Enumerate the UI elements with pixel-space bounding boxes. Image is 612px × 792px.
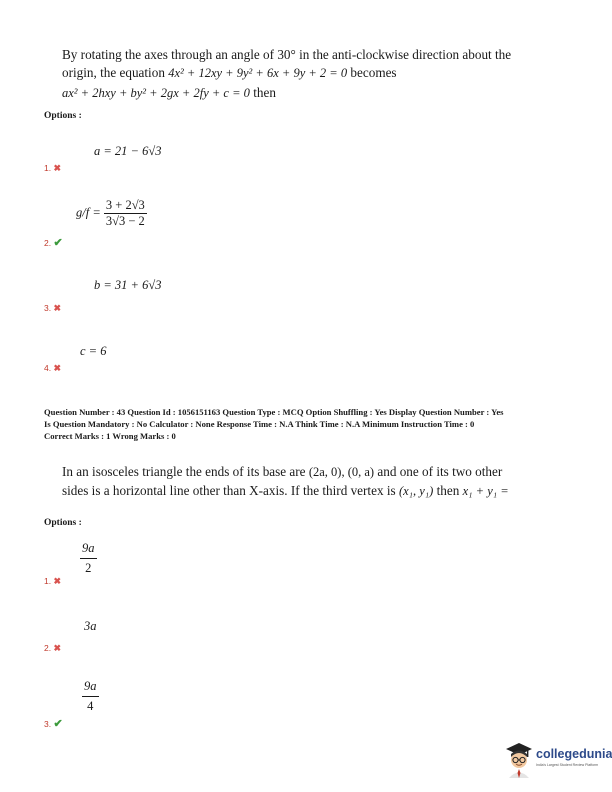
question-43-text-line-2 bbox=[62, 484, 509, 498]
question-42-option-1-text: a = 21 − 6√3 bbox=[94, 144, 162, 158]
fraction-numerator: 9a bbox=[80, 542, 97, 559]
question-42-option-3[interactable] bbox=[44, 303, 61, 314]
question-43-option-2[interactable] bbox=[44, 643, 61, 654]
fraction-denominator: 2 bbox=[85, 561, 92, 576]
wrong-mark-icon: ✖ bbox=[53, 363, 62, 373]
question-43-line-2-mid: then bbox=[436, 483, 460, 498]
option-2-lhs: g/f = bbox=[76, 205, 101, 220]
wrong-mark-icon: ✖ bbox=[53, 163, 62, 173]
question-42-line-2-prefix: origin, the equation bbox=[62, 65, 165, 80]
question-42-line-3-suffix: then bbox=[253, 85, 276, 100]
question-43-option-3-text bbox=[82, 680, 99, 713]
question-43-option-1-text bbox=[80, 542, 97, 575]
fraction-denominator: 3√3 − 2 bbox=[105, 214, 145, 229]
mascot-icon bbox=[502, 740, 536, 780]
question-42-text-line-3 bbox=[62, 86, 276, 100]
question-42-option-3-text: b = 31 + 6√3 bbox=[94, 278, 162, 292]
correct-check-icon: ✔ bbox=[53, 718, 63, 730]
question-43-text-line-1 bbox=[62, 465, 502, 479]
metadata-line-2: Is Question Mandatory : No Calculator : None Response Time : N.A Think Time : N.A Minimum Instruction Time : 0 bbox=[44, 419, 475, 429]
brand-name: collegedunia bbox=[536, 747, 612, 761]
question-42-option-1[interactable] bbox=[44, 163, 61, 174]
question-42-option-4-text: c = 6 bbox=[80, 344, 107, 358]
option-number: 1. bbox=[44, 576, 52, 586]
question-42-line-2-suffix: becomes bbox=[350, 65, 397, 80]
option-number: 1. bbox=[44, 163, 52, 173]
fraction-numerator: 3 + 2√3 bbox=[104, 199, 147, 214]
question-43-option-1[interactable] bbox=[44, 576, 61, 587]
question-43-option-2-text: 3a bbox=[84, 619, 97, 633]
option-number: 2. bbox=[44, 643, 52, 653]
metadata-line-3: Correct Marks : 1 Wrong Marks : 0 bbox=[44, 431, 176, 441]
question-42-equation-2: ax² + 2hxy + by² + 2gx + 2fy + c = 0 bbox=[62, 86, 250, 100]
question-43-line-2-prefix: sides is a horizontal line other than X-axis. If the third vertex is bbox=[62, 483, 396, 498]
question-42-text-line-2 bbox=[62, 66, 397, 80]
question-43-options-label: Options : bbox=[44, 518, 82, 528]
brand-tagline: India's Largest Student Review Platform bbox=[536, 763, 599, 767]
question-43-option-3[interactable] bbox=[44, 717, 63, 730]
question-43-line-1-prefix: In an isosceles triangle the ends of its base are bbox=[62, 464, 306, 479]
wrong-mark-icon: ✖ bbox=[53, 643, 62, 653]
question-42-options-label: Options : bbox=[44, 111, 82, 121]
wrong-mark-icon: ✖ bbox=[53, 576, 62, 586]
collegedunia-logo[interactable] bbox=[502, 740, 612, 780]
option-number: 4. bbox=[44, 363, 52, 373]
wrong-mark-icon: ✖ bbox=[53, 303, 62, 313]
option-number: 3. bbox=[44, 303, 52, 313]
question-42-option-2-text bbox=[76, 199, 147, 228]
question-42-text-line-1: By rotating the axes through an angle of 30° in the anti-clockwise direction about the bbox=[62, 47, 512, 62]
question-42-option-2[interactable] bbox=[44, 236, 63, 249]
question-43-metadata bbox=[44, 406, 504, 442]
option-number: 3. bbox=[44, 719, 52, 729]
correct-check-icon: ✔ bbox=[53, 237, 63, 249]
question-43-point-2: (x₁, y₁) bbox=[398, 484, 434, 498]
metadata-line-1: Question Number : 43 Question Id : 1056151163 Question Type : MCQ Option Shuffling : Yes Display Question Number : Yes bbox=[44, 407, 504, 417]
fraction-denominator: 4 bbox=[87, 699, 94, 714]
question-43-point-1: (2a, 0), (0, a) bbox=[308, 465, 375, 479]
option-2-fraction bbox=[104, 199, 147, 228]
option-fraction bbox=[80, 542, 97, 575]
option-number: 2. bbox=[44, 238, 52, 248]
question-42-equation-1: 4x² + 12xy + 9y² + 6x + 9y + 2 = 0 bbox=[168, 66, 348, 80]
question-43-line-1-suffix: and one of its two other bbox=[377, 464, 503, 479]
question-43-expression: x₁ + y₁ = bbox=[462, 484, 509, 498]
fraction-numerator: 9a bbox=[82, 680, 99, 697]
option-fraction bbox=[82, 680, 99, 713]
question-42-option-4[interactable] bbox=[44, 363, 61, 374]
